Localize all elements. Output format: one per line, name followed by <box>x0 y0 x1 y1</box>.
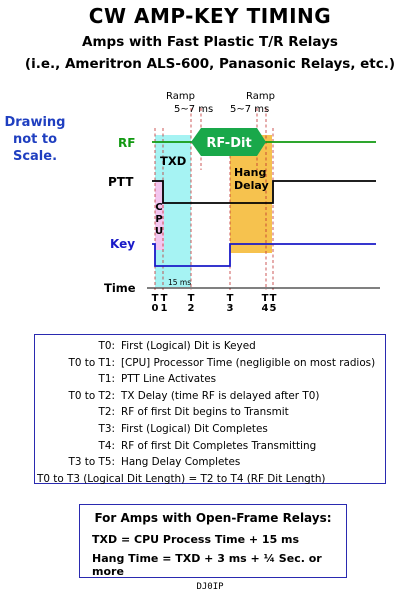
timing-legend <box>34 334 386 484</box>
legend-row <box>35 421 385 438</box>
legend-row <box>35 438 385 455</box>
tick-t0-bottom: 0 <box>151 303 159 314</box>
txd-label: TXD <box>160 154 187 168</box>
legend-text: First (Logical) Dit is Keyed <box>121 340 256 352</box>
tick-t2-bottom: 2 <box>187 303 195 314</box>
scale-note-line: Drawing <box>4 115 66 130</box>
legend-key: T0: <box>98 340 115 352</box>
tick-t3-top: T <box>226 293 234 304</box>
tick-t4-top: T <box>261 293 269 304</box>
legend-key: T2: <box>98 406 115 419</box>
cpu-label-p: P <box>155 214 163 225</box>
legend-text: PTT Line Activates <box>121 373 217 386</box>
key-label: Key <box>110 237 136 251</box>
legend-text: [CPU] Processor Time (negligible on most radios) <box>121 356 376 369</box>
legend-row <box>35 355 385 372</box>
duration-label: 15 ms <box>168 278 192 287</box>
tick-t1-bottom: 1 <box>160 303 168 314</box>
legend-key: T3: <box>98 422 115 435</box>
hang-label: Hang <box>234 166 267 179</box>
time-label: Time <box>104 281 136 295</box>
tick-t5-bottom: 5 <box>269 303 277 314</box>
legend-key: T4: <box>98 439 115 452</box>
ramp-2-value: 5~7 ms <box>230 104 270 115</box>
legend-row <box>35 454 385 471</box>
legend-key: T1: <box>98 373 115 386</box>
legend-text: RF of first Dit Completes Transmitting <box>121 439 317 452</box>
ramp-1-label: Ramp <box>166 91 195 102</box>
tick-t3-bottom: 3 <box>226 303 234 314</box>
legend-text: Hang Delay Completes <box>121 456 241 469</box>
legend-key: T0 to T2: <box>68 389 115 402</box>
legend-row <box>35 471 385 488</box>
tick-t1-top: T <box>160 293 168 304</box>
rf-label: RF <box>118 136 136 150</box>
scale-note-line: Scale. <box>12 149 58 164</box>
open-frame-hang: Hang Time = TXD + 3 ms + ¼ Sec. or more <box>92 552 322 578</box>
legend-row <box>35 338 385 355</box>
timing-diagram <box>0 80 420 330</box>
ramp-2-label: Ramp <box>246 91 275 102</box>
author-signature: DJ0IP <box>196 582 224 592</box>
page-subtitle: Amps with Fast Plastic T/R Relays <box>82 34 338 50</box>
tick-t4-bottom: 4 <box>261 303 269 314</box>
tick-t2-top: T <box>187 293 195 304</box>
tick-t0-top: T <box>151 293 159 304</box>
legend-text: TX Delay (time RF is delayed after T0) <box>121 389 320 402</box>
legend-text: First (Logical) Dit Completes <box>121 422 268 435</box>
legend-text: T0 to T3 (Logical Dit Length) = T2 to T4 (RF Dit Length) <box>37 472 326 485</box>
open-frame-box <box>79 504 347 578</box>
legend-text: RF of first Dit begins to Transmit <box>121 406 289 419</box>
page-title: CW AMP-KEY TIMING <box>88 4 332 28</box>
open-frame-txd: TXD = CPU Process Time + 15 ms <box>92 533 300 546</box>
cpu-label-u: U <box>154 226 164 237</box>
legend-row <box>35 404 385 421</box>
legend-row <box>35 371 385 388</box>
tick-t5-top: T <box>269 293 277 304</box>
legend-key: T3 to T5: <box>68 456 115 469</box>
open-frame-heading: For Amps with Open-Frame Relays: <box>94 511 332 525</box>
delay-label: Delay <box>234 179 269 192</box>
cpu-label-c: C <box>155 202 163 213</box>
page-subtitle-examples: (i.e., Ameritron ALS-600, Panasonic Relays, etc.) <box>24 56 396 72</box>
rf-dit-label: RF-Dit <box>206 136 252 151</box>
legend-key: T0 to T1: <box>68 356 115 369</box>
scale-note-line: not to <box>12 132 58 147</box>
ramp-1-value: 5~7 ms <box>174 104 214 115</box>
legend-row <box>35 388 385 405</box>
ptt-label: PTT <box>108 175 134 189</box>
